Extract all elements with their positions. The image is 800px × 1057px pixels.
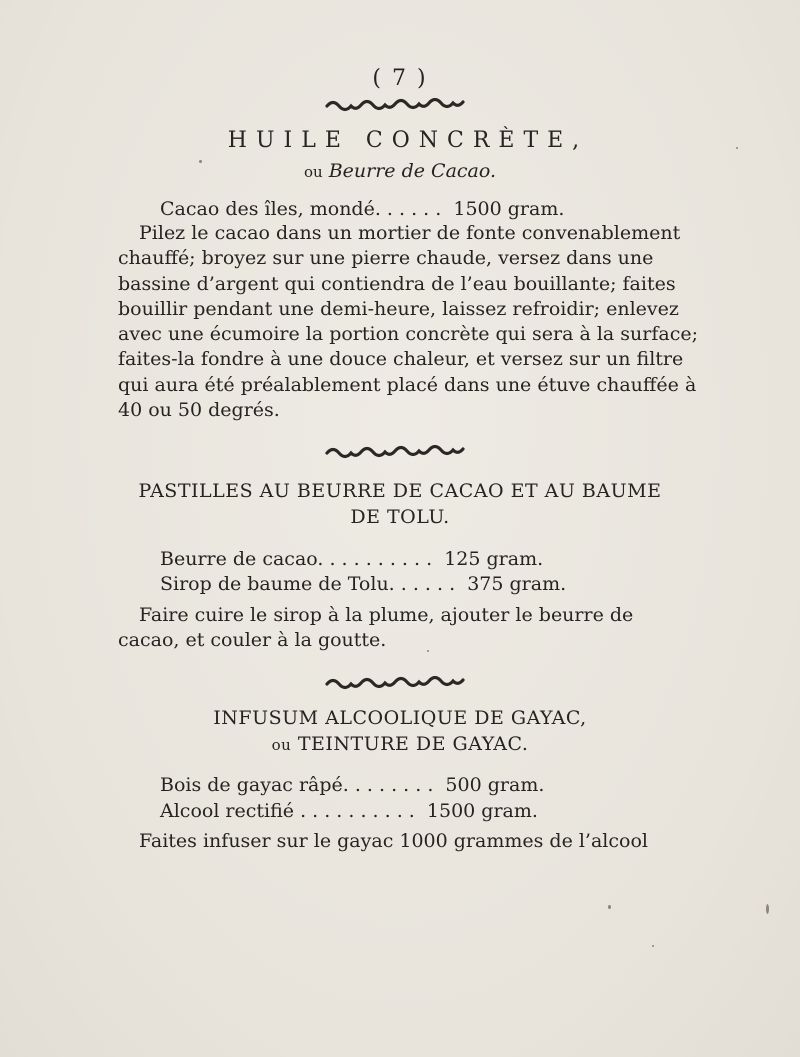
text-line: bassine d’argent qui contiendra de l’eau bouillante; faites bbox=[118, 272, 676, 295]
title-text: TEINTURE DE GAYAC. bbox=[297, 733, 529, 755]
subtitle-italic: Beurre de Cacao. bbox=[328, 160, 497, 182]
ingredient-line: Alcool rectifié . . . . . . . . . . 1500 gram. bbox=[160, 800, 538, 822]
section2-instructions bbox=[118, 603, 634, 654]
page-number: ( 7 ) bbox=[372, 66, 428, 91]
section2-title-line2: DE TOLU. bbox=[350, 506, 450, 528]
ingredient-line: Bois de gayac râpé. . . . . . . . 500 gram. bbox=[160, 774, 545, 796]
section1-subtitle bbox=[0, 160, 800, 182]
title-prefix: ou bbox=[271, 736, 292, 754]
text-line: faites-la fondre à une douce chaleur, et versez sur un filtre bbox=[118, 348, 684, 371]
ingredient-line: Cacao des îles, mondé. . . . . . 1500 gram. bbox=[160, 198, 565, 220]
section1-title: HUILE CONCRÈTE, bbox=[227, 128, 589, 153]
text-line: bouillir pendant une demi-heure, laissez refroidir; enlevez bbox=[118, 297, 679, 320]
text-line: qui aura été préalablement placé dans une étuve chauffée à bbox=[118, 373, 697, 396]
text-line: avec une écumoire la portion concrète qui sera à la surface; bbox=[118, 323, 699, 346]
text-line: Faites infuser sur le gayac 1000 grammes de l’alcool bbox=[139, 830, 648, 852]
text-line: Pilez le cacao dans un mortier de fonte convenablement bbox=[139, 222, 681, 244]
wave-ornament-icon bbox=[0, 444, 800, 460]
ingredient-line: Beurre de cacao. . . . . . . . . . 125 gram. bbox=[160, 548, 544, 570]
ingredient-line: Sirop de baume de Tolu. . . . . . 375 gram. bbox=[160, 573, 567, 595]
text-line: 40 ou 50 degrés. bbox=[118, 399, 280, 422]
section3-title-line1: INFUSUM ALCOOLIQUE DE GAYAC, bbox=[213, 707, 587, 729]
text-line: Faire cuire le sirop à la plume, ajouter le beurre de bbox=[139, 604, 634, 626]
section3-title-line2 bbox=[0, 733, 800, 755]
section1-instructions bbox=[118, 221, 699, 423]
wave-ornament-icon bbox=[0, 97, 800, 113]
section2-title-line1: PASTILLES AU BEURRE DE CACAO ET AU BAUME bbox=[138, 480, 662, 502]
subtitle-prefix: ou bbox=[303, 163, 323, 181]
wave-ornament-icon bbox=[0, 675, 800, 691]
section3-instructions bbox=[118, 829, 648, 854]
text-line: cacao, et couler à la goutte. bbox=[118, 629, 387, 652]
text-line: chauffé; broyez sur une pierre chaude, versez dans une bbox=[118, 247, 654, 270]
